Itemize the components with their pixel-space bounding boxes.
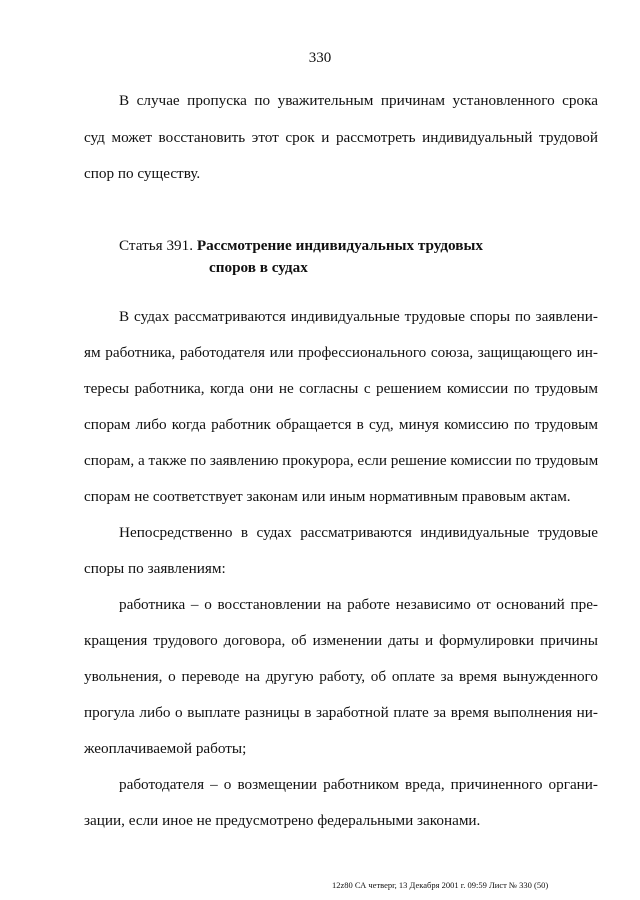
paragraph-line: Непосредственно в судах рассматриваются индивидуальные трудовые [119,524,598,541]
paragraph-line: работника – о восстановлении на работе независимо от оснований пре- [119,596,598,613]
paragraph-line: тересы работника, когда они не согласны с решением комиссии по трудовым [84,380,598,397]
article-number: Статья 391. [119,237,194,254]
print-footer: 12z80 СА четверг, 13 Декабря 2001 г. 09:59 Лист № 330 (50) [332,880,549,890]
paragraph-line: споры по заявлениям: [84,560,226,577]
paragraph-line: спорам, а также по заявлению прокурора, если решение комиссии по трудовым [84,452,599,469]
paragraph-line: зации, если иное не предусмотрено федеральными законами. [84,812,481,829]
article-heading [119,235,483,257]
paragraph-line: кращения трудового договора, об изменении даты и формулировки причины [84,632,598,649]
paragraph-line: увольнения, о переводе на другую работу, об оплате за время вынужденного [84,668,598,685]
paragraph-line: прогула либо о выплате разницы в заработной плате за время выполнения ни- [84,704,598,721]
paragraph-line: работодателя – о возмещении работником вреда, причиненного органи- [119,776,598,793]
paragraph-line: спорам не соответствует законам или иным нормативным правовым актам. [84,488,571,505]
paragraph-line: В случае пропуска по уважительным причинам установленного срока [119,92,598,109]
paragraph-line: жеоплачиваемой работы; [84,740,247,757]
paragraph-line: В судах рассматриваются индивидуальные трудовые споры по заявлени- [119,308,598,325]
paragraph-line: суд может восстановить этот срок и рассмотреть индивидуальный трудовой [84,129,598,146]
paragraph-line: спорам либо когда работник обращается в суд, минуя комиссию по трудовым [84,416,598,433]
article-title-continued: споров в судах [209,259,308,276]
paragraph-line: спор по существу. [84,165,201,182]
page-number: 330 [308,50,332,66]
article-title: Рассмотрение индивидуальных трудовых [196,237,483,254]
paragraph-line: ям работника, работодателя или профессионального союза, защищающего ин- [84,344,598,361]
